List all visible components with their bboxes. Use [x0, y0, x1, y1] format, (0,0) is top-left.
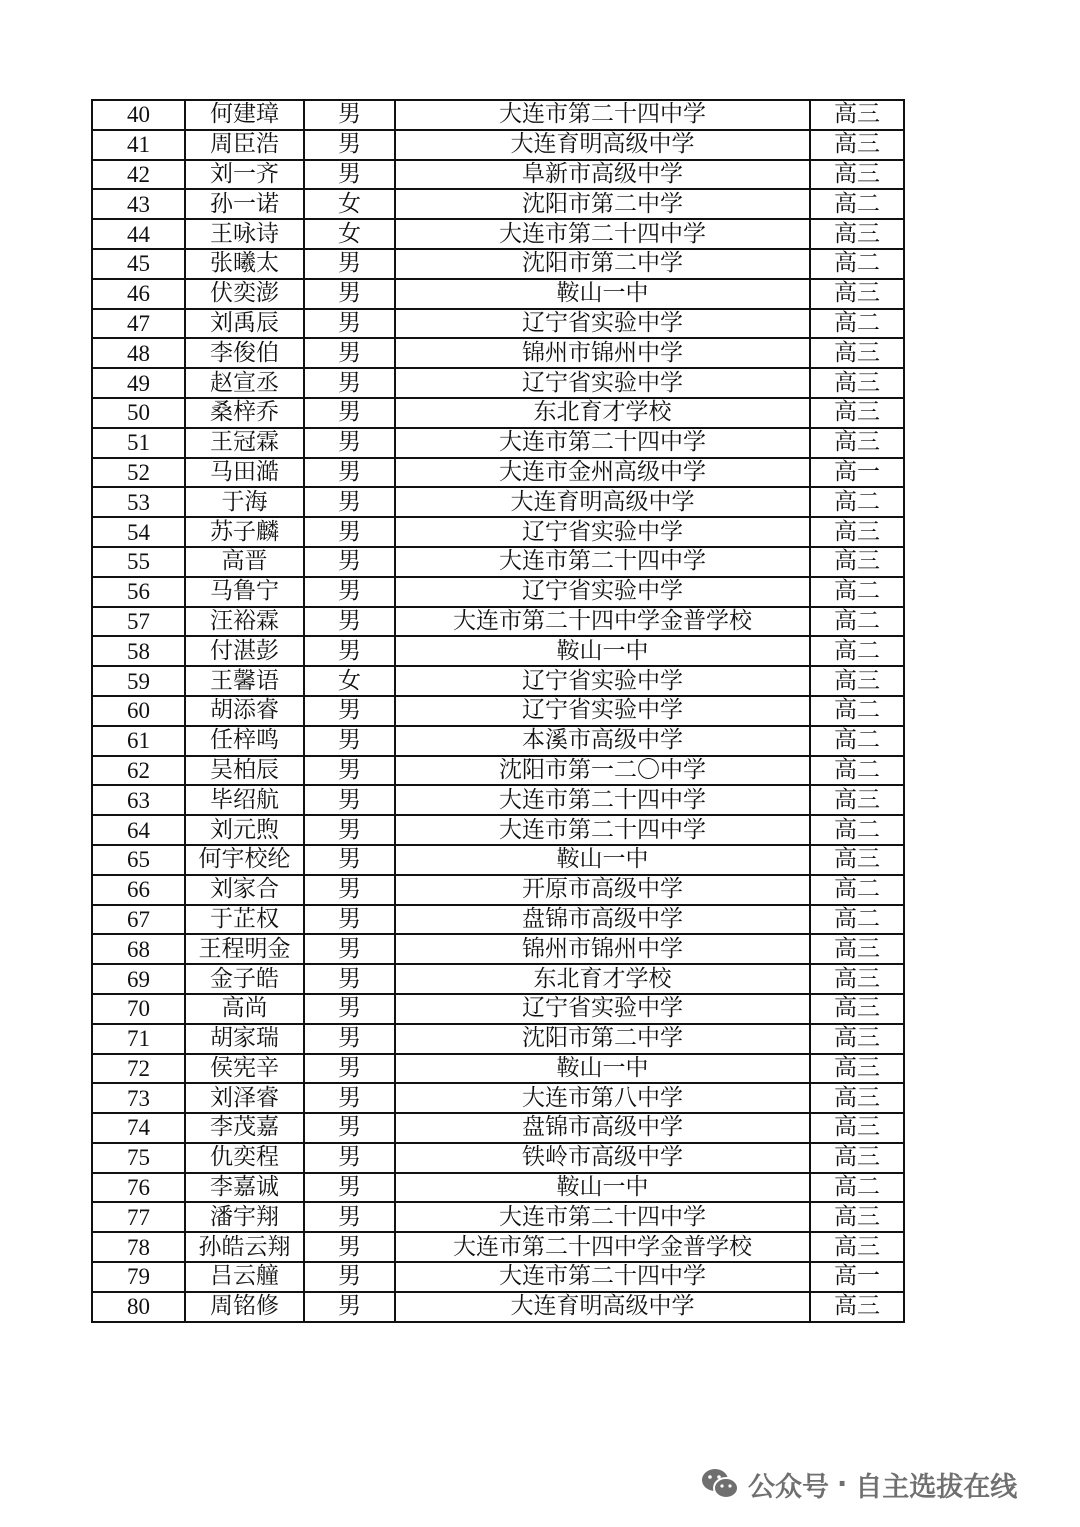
table-row	[92, 845, 904, 875]
name-cell: 金子皓	[185, 964, 304, 994]
grade-cell: 高二	[810, 636, 904, 666]
school-cell: 锦州市锦州中学	[395, 934, 810, 964]
gender-cell: 男	[304, 964, 395, 994]
row-number-cell: 56	[92, 577, 185, 607]
name-cell: 汪裕霖	[185, 607, 304, 637]
table-row	[92, 1232, 904, 1262]
gender-cell: 男	[304, 636, 395, 666]
gender-cell: 男	[304, 249, 395, 279]
table-row	[92, 1054, 904, 1084]
gender-cell: 男	[304, 160, 395, 190]
gender-cell: 男	[304, 517, 395, 547]
grade-cell: 高三	[810, 279, 904, 309]
row-number-cell: 47	[92, 309, 185, 339]
name-cell: 何宇校纶	[185, 845, 304, 875]
grade-cell: 高二	[810, 696, 904, 726]
school-cell: 辽宁省实验中学	[395, 517, 810, 547]
name-cell: 刘家合	[185, 875, 304, 905]
name-cell: 周臣浩	[185, 130, 304, 160]
grade-cell: 高二	[810, 815, 904, 845]
grade-cell: 高三	[810, 1202, 904, 1232]
row-number-cell: 78	[92, 1232, 185, 1262]
grade-cell: 高二	[810, 905, 904, 935]
gender-cell: 女	[304, 666, 395, 696]
row-number-cell: 41	[92, 130, 185, 160]
row-number-cell: 75	[92, 1143, 185, 1173]
gender-cell: 男	[304, 458, 395, 488]
name-cell: 于海	[185, 487, 304, 517]
table-row	[92, 905, 904, 935]
school-cell: 沈阳市第二中学	[395, 1024, 810, 1054]
grade-cell: 高三	[810, 398, 904, 428]
gender-cell: 男	[304, 547, 395, 577]
row-number-cell: 45	[92, 249, 185, 279]
name-cell: 王程明金	[185, 934, 304, 964]
table-row	[92, 428, 904, 458]
school-cell: 鞍山一中	[395, 845, 810, 875]
school-cell: 大连市第二十四中学	[395, 785, 810, 815]
table-row	[92, 964, 904, 994]
school-cell: 盘锦市高级中学	[395, 905, 810, 935]
gender-cell: 男	[304, 1232, 395, 1262]
table-row	[92, 636, 904, 666]
grade-cell: 高三	[810, 1292, 904, 1322]
name-cell: 李俊伯	[185, 338, 304, 368]
school-cell: 大连市第二十四中学	[395, 1202, 810, 1232]
table-row	[92, 815, 904, 845]
gender-cell: 男	[304, 368, 395, 398]
grade-cell: 高二	[810, 487, 904, 517]
gender-cell: 男	[304, 1024, 395, 1054]
gender-cell: 男	[304, 785, 395, 815]
grade-cell: 高三	[810, 338, 904, 368]
school-cell: 大连市第二十四中学金普学校	[395, 607, 810, 637]
gender-cell: 男	[304, 130, 395, 160]
name-cell: 毕绍航	[185, 785, 304, 815]
name-cell: 赵宣丞	[185, 368, 304, 398]
name-cell: 付湛彭	[185, 636, 304, 666]
row-number-cell: 63	[92, 785, 185, 815]
grade-cell: 高一	[810, 458, 904, 488]
row-number-cell: 58	[92, 636, 185, 666]
name-cell: 孙一诺	[185, 189, 304, 219]
table-row	[92, 607, 904, 637]
name-cell: 王馨语	[185, 666, 304, 696]
row-number-cell: 68	[92, 934, 185, 964]
gender-cell: 男	[304, 1113, 395, 1143]
table-row	[92, 756, 904, 786]
name-cell: 苏子麟	[185, 517, 304, 547]
school-cell: 大连市第二十四中学	[395, 815, 810, 845]
row-number-cell: 70	[92, 994, 185, 1024]
table-row	[92, 1292, 904, 1322]
grade-cell: 高三	[810, 1232, 904, 1262]
school-cell: 沈阳市第二中学	[395, 249, 810, 279]
gender-cell: 男	[304, 1202, 395, 1232]
grade-cell: 高三	[810, 1113, 904, 1143]
name-cell: 潘宇翔	[185, 1202, 304, 1232]
row-number-cell: 43	[92, 189, 185, 219]
watermark-separator: ·	[837, 1468, 848, 1500]
name-cell: 桑梓乔	[185, 398, 304, 428]
school-cell: 大连市第二十四中学	[395, 219, 810, 249]
row-number-cell: 77	[92, 1202, 185, 1232]
gender-cell: 男	[304, 487, 395, 517]
gender-cell: 男	[304, 1054, 395, 1084]
table-row	[92, 279, 904, 309]
school-cell: 沈阳市第一二〇中学	[395, 756, 810, 786]
table-row	[92, 398, 904, 428]
name-cell: 刘元煦	[185, 815, 304, 845]
grade-cell: 高三	[810, 368, 904, 398]
grade-cell: 高二	[810, 189, 904, 219]
row-number-cell: 66	[92, 875, 185, 905]
name-cell: 胡家瑞	[185, 1024, 304, 1054]
grade-cell: 高二	[810, 607, 904, 637]
school-cell: 大连市第二十四中学	[395, 100, 810, 130]
gender-cell: 男	[304, 696, 395, 726]
name-cell: 王咏诗	[185, 219, 304, 249]
name-cell: 胡添睿	[185, 696, 304, 726]
table-row	[92, 100, 904, 130]
name-cell: 侯宪辛	[185, 1054, 304, 1084]
row-number-cell: 42	[92, 160, 185, 190]
row-number-cell: 52	[92, 458, 185, 488]
school-cell: 辽宁省实验中学	[395, 577, 810, 607]
name-cell: 张曦太	[185, 249, 304, 279]
gender-cell: 男	[304, 338, 395, 368]
school-cell: 大连市第二十四中学	[395, 547, 810, 577]
table-row	[92, 726, 904, 756]
row-number-cell: 71	[92, 1024, 185, 1054]
gender-cell: 女	[304, 219, 395, 249]
school-cell: 锦州市锦州中学	[395, 338, 810, 368]
row-number-cell: 55	[92, 547, 185, 577]
name-cell: 王冠霖	[185, 428, 304, 458]
grade-cell: 高三	[810, 1054, 904, 1084]
grade-cell: 高三	[810, 517, 904, 547]
school-cell: 辽宁省实验中学	[395, 368, 810, 398]
row-number-cell: 57	[92, 607, 185, 637]
gender-cell: 男	[304, 815, 395, 845]
row-number-cell: 46	[92, 279, 185, 309]
row-number-cell: 59	[92, 666, 185, 696]
table-row	[92, 189, 904, 219]
name-cell: 高尚	[185, 994, 304, 1024]
school-cell: 鞍山一中	[395, 1173, 810, 1203]
grade-cell: 高二	[810, 1173, 904, 1203]
gender-cell: 男	[304, 100, 395, 130]
gender-cell: 男	[304, 1173, 395, 1203]
name-cell: 周铭修	[185, 1292, 304, 1322]
grade-cell: 高三	[810, 845, 904, 875]
school-cell: 辽宁省实验中学	[395, 666, 810, 696]
gender-cell: 男	[304, 994, 395, 1024]
name-cell: 高晋	[185, 547, 304, 577]
row-number-cell: 69	[92, 964, 185, 994]
row-number-cell: 74	[92, 1113, 185, 1143]
grade-cell: 高二	[810, 309, 904, 339]
grade-cell: 高二	[810, 726, 904, 756]
table-row	[92, 875, 904, 905]
table-row	[92, 219, 904, 249]
gender-cell: 男	[304, 875, 395, 905]
school-cell: 铁岭市高级中学	[395, 1143, 810, 1173]
table-row	[92, 309, 904, 339]
grade-cell: 高一	[810, 1262, 904, 1292]
name-cell: 仇奕程	[185, 1143, 304, 1173]
gender-cell: 男	[304, 428, 395, 458]
row-number-cell: 76	[92, 1173, 185, 1203]
gender-cell: 男	[304, 845, 395, 875]
watermark	[700, 1464, 1017, 1504]
row-number-cell: 64	[92, 815, 185, 845]
row-number-cell: 80	[92, 1292, 185, 1322]
grade-cell: 高三	[810, 785, 904, 815]
gender-cell: 男	[304, 577, 395, 607]
gender-cell: 男	[304, 934, 395, 964]
row-number-cell: 73	[92, 1083, 185, 1113]
name-cell: 吕云艟	[185, 1262, 304, 1292]
school-cell: 大连市第二十四中学金普学校	[395, 1232, 810, 1262]
table-row	[92, 249, 904, 279]
table-row	[92, 1173, 904, 1203]
table-row	[92, 1024, 904, 1054]
grade-cell: 高二	[810, 875, 904, 905]
grade-cell: 高二	[810, 577, 904, 607]
grade-cell: 高三	[810, 1143, 904, 1173]
table-row	[92, 696, 904, 726]
table-row	[92, 487, 904, 517]
name-cell: 何建璋	[185, 100, 304, 130]
school-cell: 大连育明高级中学	[395, 487, 810, 517]
name-cell: 刘禹辰	[185, 309, 304, 339]
name-cell: 刘泽睿	[185, 1083, 304, 1113]
table-row	[92, 368, 904, 398]
row-number-cell: 44	[92, 219, 185, 249]
grade-cell: 高三	[810, 130, 904, 160]
gender-cell: 男	[304, 726, 395, 756]
table-row	[92, 547, 904, 577]
name-cell: 马鲁宁	[185, 577, 304, 607]
gender-cell: 男	[304, 309, 395, 339]
grade-cell: 高二	[810, 249, 904, 279]
row-number-cell: 54	[92, 517, 185, 547]
grade-cell: 高三	[810, 428, 904, 458]
roster-table	[91, 99, 905, 1323]
table-row	[92, 785, 904, 815]
school-cell: 大连市金州高级中学	[395, 458, 810, 488]
watermark-label: 公众号	[748, 1471, 829, 1503]
grade-cell: 高三	[810, 100, 904, 130]
watermark-account: 自主选拔在线	[855, 1471, 1018, 1503]
name-cell: 吴柏辰	[185, 756, 304, 786]
school-cell: 鞍山一中	[395, 1054, 810, 1084]
row-number-cell: 62	[92, 756, 185, 786]
roster-body	[92, 100, 904, 1322]
table-row	[92, 517, 904, 547]
row-number-cell: 61	[92, 726, 185, 756]
gender-cell: 男	[304, 279, 395, 309]
row-number-cell: 65	[92, 845, 185, 875]
row-number-cell: 40	[92, 100, 185, 130]
table-row	[92, 577, 904, 607]
wechat-icon	[700, 1467, 740, 1501]
school-cell: 开原市高级中学	[395, 875, 810, 905]
school-cell: 鞍山一中	[395, 279, 810, 309]
school-cell: 辽宁省实验中学	[395, 994, 810, 1024]
gender-cell: 男	[304, 1143, 395, 1173]
table-row	[92, 666, 904, 696]
table-row	[92, 1143, 904, 1173]
gender-cell: 男	[304, 1262, 395, 1292]
school-cell: 大连市第八中学	[395, 1083, 810, 1113]
gender-cell: 男	[304, 905, 395, 935]
name-cell: 孙皓云翔	[185, 1232, 304, 1262]
table-row	[92, 130, 904, 160]
table-row	[92, 458, 904, 488]
name-cell: 李茂嘉	[185, 1113, 304, 1143]
table-row	[92, 1262, 904, 1292]
row-number-cell: 51	[92, 428, 185, 458]
row-number-cell: 53	[92, 487, 185, 517]
grade-cell: 高三	[810, 1024, 904, 1054]
row-number-cell: 48	[92, 338, 185, 368]
row-number-cell: 79	[92, 1262, 185, 1292]
school-cell: 大连市第二十四中学	[395, 428, 810, 458]
name-cell: 伏奕澎	[185, 279, 304, 309]
gender-cell: 男	[304, 756, 395, 786]
school-cell: 大连育明高级中学	[395, 1292, 810, 1322]
name-cell: 马田澔	[185, 458, 304, 488]
gender-cell: 男	[304, 1083, 395, 1113]
row-number-cell: 60	[92, 696, 185, 726]
table-row	[92, 1202, 904, 1232]
grade-cell: 高二	[810, 756, 904, 786]
school-cell: 鞍山一中	[395, 636, 810, 666]
school-cell: 辽宁省实验中学	[395, 309, 810, 339]
school-cell: 沈阳市第二中学	[395, 189, 810, 219]
name-cell: 刘一齐	[185, 160, 304, 190]
grade-cell: 高三	[810, 547, 904, 577]
school-cell: 大连市第二十四中学	[395, 1262, 810, 1292]
name-cell: 李嘉诚	[185, 1173, 304, 1203]
school-cell: 大连育明高级中学	[395, 130, 810, 160]
table-row	[92, 160, 904, 190]
grade-cell: 高三	[810, 1083, 904, 1113]
school-cell: 辽宁省实验中学	[395, 696, 810, 726]
gender-cell: 男	[304, 607, 395, 637]
grade-cell: 高三	[810, 964, 904, 994]
table-row	[92, 1083, 904, 1113]
name-cell: 于芷权	[185, 905, 304, 935]
row-number-cell: 72	[92, 1054, 185, 1084]
grade-cell: 高三	[810, 160, 904, 190]
grade-cell: 高三	[810, 219, 904, 249]
gender-cell: 男	[304, 1292, 395, 1322]
table-row	[92, 934, 904, 964]
row-number-cell: 67	[92, 905, 185, 935]
table-row	[92, 1113, 904, 1143]
row-number-cell: 49	[92, 368, 185, 398]
school-cell: 盘锦市高级中学	[395, 1113, 810, 1143]
table-row	[92, 994, 904, 1024]
table-row	[92, 338, 904, 368]
gender-cell: 女	[304, 189, 395, 219]
school-cell: 东北育才学校	[395, 964, 810, 994]
school-cell: 本溪市高级中学	[395, 726, 810, 756]
school-cell: 阜新市高级中学	[395, 160, 810, 190]
grade-cell: 高三	[810, 934, 904, 964]
grade-cell: 高三	[810, 666, 904, 696]
school-cell: 东北育才学校	[395, 398, 810, 428]
gender-cell: 男	[304, 398, 395, 428]
grade-cell: 高三	[810, 994, 904, 1024]
row-number-cell: 50	[92, 398, 185, 428]
name-cell: 任梓鸣	[185, 726, 304, 756]
